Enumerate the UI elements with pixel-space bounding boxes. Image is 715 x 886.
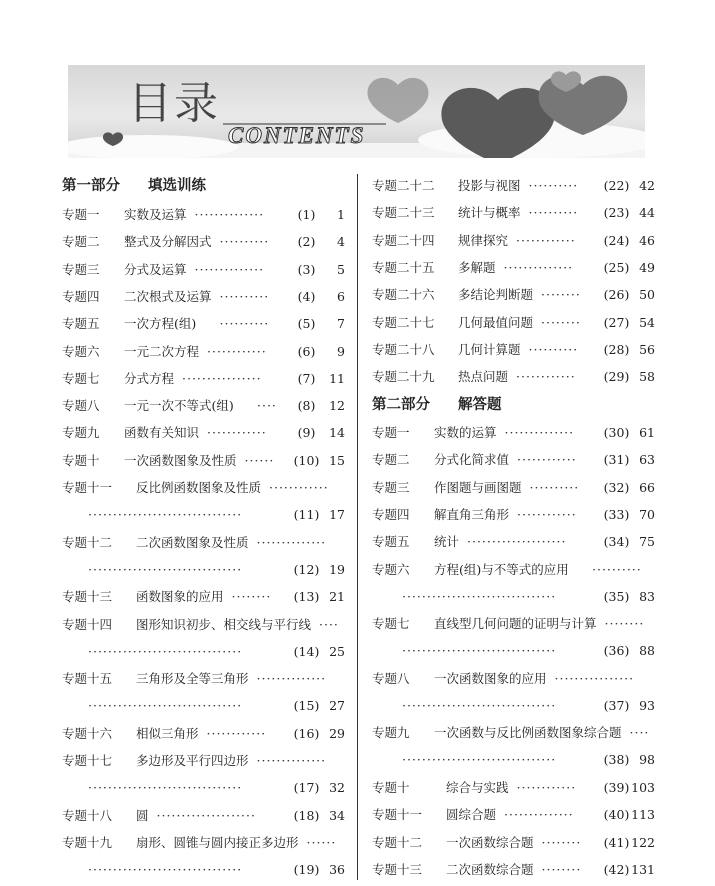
leader-dots: ·········· bbox=[528, 341, 579, 357]
leader-dots: ······························· bbox=[402, 697, 557, 713]
leader-dots: ············ bbox=[207, 343, 267, 359]
topic-title: 三角形及全等三角形 bbox=[136, 671, 249, 687]
topic-number: 专题一 bbox=[62, 207, 100, 222]
leader-dots: ······························· bbox=[402, 588, 557, 604]
leader-dots: ············ bbox=[207, 425, 267, 441]
toc-entry[interactable] bbox=[62, 451, 345, 471]
toc-entry[interactable] bbox=[372, 833, 655, 853]
topic-title: 图形知识初步、相交线与平行线 bbox=[136, 616, 312, 632]
page-number: 50 bbox=[639, 287, 655, 303]
topic-number: 专题十三 bbox=[62, 589, 113, 605]
page-number: 70 bbox=[639, 506, 655, 522]
topic-title: 统计与概率 bbox=[458, 205, 521, 221]
toc-entry-continuation[interactable] bbox=[62, 860, 345, 880]
topic-number: 专题十 bbox=[372, 779, 410, 795]
topic-title: 实数及运算 bbox=[124, 207, 187, 222]
topic-title: 规律探究 bbox=[458, 232, 509, 248]
page-number: 98 bbox=[639, 752, 655, 768]
leader-dots: ·············· bbox=[504, 425, 575, 440]
leader-dots: ···· bbox=[629, 725, 650, 741]
toc-entry[interactable] bbox=[372, 614, 655, 634]
leader-dots: ········ bbox=[541, 861, 582, 877]
topic-index: (38) bbox=[603, 752, 630, 768]
topic-number: 专题十四 bbox=[62, 616, 113, 632]
toc-entry[interactable] bbox=[372, 423, 655, 443]
contents-title-en: CONTENTS bbox=[228, 123, 366, 148]
topic-title: 综合与实践 bbox=[446, 779, 509, 795]
toc-entry-continuation[interactable] bbox=[372, 696, 655, 716]
topic-number: 专题二十九 bbox=[372, 369, 435, 385]
topic-number: 专题二 bbox=[62, 234, 100, 250]
leader-dots: ········ bbox=[541, 314, 581, 330]
leader-dots: ···················· bbox=[156, 807, 256, 823]
page-number: 83 bbox=[639, 588, 655, 604]
topic-title: 扇形、圆锥与圆内接正多边形 bbox=[136, 834, 299, 850]
topic-number: 专题二十五 bbox=[372, 259, 435, 275]
leader-dots: ······························· bbox=[402, 643, 557, 659]
topic-number: 专题十五 bbox=[62, 671, 113, 687]
leader-dots: ············ bbox=[517, 506, 577, 522]
page-number: 36 bbox=[329, 861, 345, 877]
leader-dots: ···· bbox=[257, 398, 277, 414]
toc-entry[interactable] bbox=[62, 205, 345, 225]
leader-dots: ········ bbox=[231, 589, 272, 605]
topic-number: 专题二十六 bbox=[372, 287, 435, 303]
toc-entry[interactable] bbox=[372, 176, 655, 196]
topic-number: 专题十二 bbox=[62, 534, 113, 550]
page-number: 9 bbox=[337, 343, 345, 359]
topic-number: 专题十八 bbox=[62, 807, 113, 823]
leader-dots: ·············· bbox=[256, 753, 327, 768]
page-number: 29 bbox=[329, 725, 345, 741]
topic-title: 相似三角形 bbox=[136, 725, 199, 741]
topic-index: (13) bbox=[293, 589, 320, 605]
topic-index: (37) bbox=[603, 697, 630, 713]
topic-number: 专题六 bbox=[62, 343, 100, 359]
topic-number: 专题九 bbox=[372, 725, 410, 741]
topic-number: 专题一 bbox=[372, 425, 410, 440]
topic-index: (39) bbox=[603, 779, 630, 795]
leader-dots: ·············· bbox=[503, 259, 574, 275]
toc-entry[interactable] bbox=[62, 615, 345, 635]
heart-icon bbox=[368, 78, 429, 123]
toc-entry[interactable] bbox=[62, 833, 345, 853]
topic-index: (33) bbox=[603, 506, 630, 522]
topic-title: 一次函数综合题 bbox=[446, 834, 534, 850]
toc-entry[interactable] bbox=[62, 369, 345, 389]
toc-entry-continuation[interactable] bbox=[62, 560, 345, 580]
toc-entry-continuation[interactable] bbox=[62, 642, 345, 662]
leader-dots: ········ bbox=[604, 616, 645, 632]
page-number: 131 bbox=[631, 861, 655, 877]
page-number: 17 bbox=[329, 507, 345, 522]
part2-heading bbox=[372, 395, 655, 415]
page-number: 6 bbox=[337, 288, 345, 304]
page-number: 12 bbox=[329, 398, 345, 414]
toc-entry[interactable] bbox=[372, 285, 655, 305]
page-number: 88 bbox=[639, 643, 655, 659]
topic-number: 专题十七 bbox=[62, 753, 113, 768]
topic-index: (40) bbox=[603, 807, 630, 823]
topic-number: 专题十三 bbox=[372, 861, 423, 877]
topic-number: 专题八 bbox=[62, 398, 100, 414]
leader-dots: ················ bbox=[554, 670, 635, 686]
topic-number: 专题八 bbox=[372, 670, 410, 686]
topic-number: 专题六 bbox=[372, 561, 410, 577]
topic-index: (29) bbox=[603, 369, 630, 385]
leader-dots: ·········· bbox=[529, 479, 580, 495]
toc-entry[interactable] bbox=[62, 232, 345, 252]
topic-number: 专题三 bbox=[372, 479, 410, 495]
topic-index: (16) bbox=[293, 725, 320, 741]
toc-entry[interactable] bbox=[62, 587, 345, 607]
topic-number: 专题五 bbox=[62, 316, 100, 332]
page-number: 15 bbox=[329, 452, 345, 468]
toc-entry[interactable] bbox=[372, 560, 655, 580]
topic-title: 统计 bbox=[434, 534, 460, 550]
contents-banner bbox=[68, 65, 645, 158]
column-divider bbox=[357, 174, 358, 880]
toc-entry[interactable] bbox=[62, 260, 345, 280]
topic-title: 一元一次不等式(组) bbox=[124, 398, 234, 414]
leader-dots: ···· bbox=[319, 616, 339, 632]
topic-title: 二次函数图象及性质 bbox=[136, 534, 249, 550]
toc-entry[interactable] bbox=[62, 342, 345, 362]
topic-title: 多解题 bbox=[458, 259, 496, 275]
toc-entry[interactable] bbox=[372, 313, 655, 333]
page-number: 63 bbox=[639, 452, 655, 468]
topic-index: (15) bbox=[293, 698, 320, 714]
leader-dots: ······························· bbox=[88, 507, 243, 522]
toc-entry[interactable] bbox=[372, 258, 655, 278]
toc-entry[interactable] bbox=[62, 478, 345, 498]
toc-entry[interactable] bbox=[372, 723, 655, 743]
topic-index: (26) bbox=[603, 287, 630, 303]
toc-entry[interactable] bbox=[372, 505, 655, 525]
leader-dots: ············ bbox=[269, 480, 329, 495]
topic-index: (12) bbox=[293, 561, 320, 577]
page-number: 103 bbox=[631, 779, 655, 795]
part-label: 第一部分 bbox=[62, 178, 120, 194]
page-number: 56 bbox=[639, 341, 655, 357]
toc-entry[interactable] bbox=[62, 287, 345, 307]
topic-number: 专题四 bbox=[62, 288, 100, 304]
toc-entry[interactable] bbox=[372, 367, 655, 387]
topic-title: 一次函数图象及性质 bbox=[124, 452, 237, 468]
leader-dots: ············ bbox=[517, 452, 577, 468]
leader-dots: ·········· bbox=[219, 316, 270, 332]
topic-index: (19) bbox=[293, 861, 320, 877]
toc-entry-continuation[interactable] bbox=[372, 750, 655, 770]
part-title: 填选训练 bbox=[148, 178, 206, 194]
toc-entry[interactable] bbox=[62, 806, 345, 826]
leader-dots: ······························· bbox=[402, 752, 557, 768]
topic-title: 分式方程 bbox=[124, 370, 175, 386]
leader-dots: ············ bbox=[516, 232, 576, 248]
leader-dots: ······························· bbox=[88, 698, 243, 714]
topic-title: 函数图象的应用 bbox=[136, 589, 224, 605]
topic-index: (5) bbox=[297, 316, 316, 332]
page-number: 14 bbox=[329, 425, 345, 441]
leader-dots: ······························· bbox=[88, 861, 243, 877]
leader-dots: ·············· bbox=[504, 807, 574, 823]
toc-entry[interactable] bbox=[372, 450, 655, 470]
topic-index: (4) bbox=[297, 288, 316, 304]
topic-index: (9) bbox=[297, 425, 316, 441]
part-title: 解答题 bbox=[458, 397, 502, 413]
topic-number: 专题九 bbox=[62, 425, 100, 441]
topic-number: 专题十九 bbox=[62, 834, 113, 850]
page-number: 58 bbox=[639, 369, 655, 385]
topic-title: 热点问题 bbox=[458, 369, 509, 385]
toc-entry-continuation[interactable] bbox=[62, 778, 345, 798]
toc-entry[interactable] bbox=[372, 203, 655, 223]
leader-dots: ········ bbox=[541, 834, 582, 850]
leader-dots: ···················· bbox=[467, 534, 567, 550]
topic-title: 整式及分解因式 bbox=[124, 234, 212, 250]
leader-dots: ·············· bbox=[194, 261, 265, 277]
topic-title: 分式及运算 bbox=[124, 261, 187, 277]
topic-title: 圆综合题 bbox=[446, 807, 497, 823]
toc-entry-continuation[interactable] bbox=[372, 641, 655, 661]
page-number: 34 bbox=[329, 807, 345, 823]
page-number: 21 bbox=[329, 589, 345, 605]
page-number: 75 bbox=[639, 534, 655, 550]
leader-dots: ······ bbox=[306, 834, 337, 850]
leader-dots: ············ bbox=[516, 779, 577, 795]
topic-title: 一次函数图象的应用 bbox=[434, 670, 547, 686]
page-number: 66 bbox=[639, 479, 655, 495]
topic-index: (1) bbox=[297, 207, 316, 222]
page-number: 42 bbox=[639, 178, 655, 193]
topic-index: (22) bbox=[603, 178, 630, 193]
topic-index: (42) bbox=[603, 861, 630, 877]
topic-number: 专题七 bbox=[372, 616, 410, 632]
topic-index: (2) bbox=[297, 234, 316, 250]
topic-index: (36) bbox=[603, 643, 630, 659]
topic-index: (41) bbox=[603, 834, 630, 850]
page-number: 32 bbox=[329, 780, 345, 795]
topic-index: (34) bbox=[603, 534, 630, 550]
toc-entry[interactable] bbox=[372, 805, 655, 825]
topic-number: 专题十六 bbox=[62, 725, 113, 741]
toc-entry[interactable] bbox=[372, 478, 655, 498]
toc-entry[interactable] bbox=[372, 231, 655, 251]
leader-dots: ······ bbox=[244, 452, 275, 468]
leader-dots: ·············· bbox=[194, 207, 265, 222]
toc-entry[interactable] bbox=[62, 724, 345, 744]
topic-title: 反比例函数图象及性质 bbox=[136, 480, 262, 495]
topic-index: (24) bbox=[603, 232, 630, 248]
topic-index: (14) bbox=[293, 643, 320, 659]
leader-dots: ············ bbox=[206, 725, 267, 741]
topic-title: 方程(组)与不等式的应用 bbox=[434, 561, 569, 577]
page-number: 93 bbox=[639, 697, 655, 713]
topic-title: 二次根式及运算 bbox=[124, 288, 212, 304]
leader-dots: ·········· bbox=[592, 561, 642, 577]
page-number: 5 bbox=[337, 261, 345, 277]
toc-entry[interactable] bbox=[372, 778, 655, 798]
leader-dots: ·········· bbox=[219, 288, 270, 304]
page-number: 25 bbox=[329, 643, 345, 659]
topic-index: (7) bbox=[297, 370, 316, 386]
topic-index: (35) bbox=[603, 588, 630, 604]
page-number: 49 bbox=[639, 259, 655, 275]
topic-index: (31) bbox=[603, 452, 630, 468]
page-number: 27 bbox=[329, 698, 345, 714]
page-number: 61 bbox=[639, 425, 655, 440]
toc-entry-continuation[interactable] bbox=[62, 505, 345, 525]
leader-dots: ······························· bbox=[88, 561, 243, 577]
page-number: 54 bbox=[639, 314, 655, 330]
toc-entry[interactable] bbox=[62, 396, 345, 416]
topic-number: 专题二十二 bbox=[372, 178, 435, 193]
contents-title-cn: 目录 bbox=[128, 78, 220, 129]
toc-entry[interactable] bbox=[372, 860, 655, 880]
topic-index: (32) bbox=[603, 479, 630, 495]
leader-dots: ·········· bbox=[528, 205, 579, 221]
page-number: 113 bbox=[631, 807, 655, 823]
topic-index: (23) bbox=[603, 205, 630, 221]
topic-title: 直线型几何问题的证明与计算 bbox=[434, 616, 597, 632]
topic-title: 分式化简求值 bbox=[434, 452, 510, 468]
leader-dots: ············ bbox=[516, 369, 576, 385]
topic-title: 实数的运算 bbox=[434, 425, 497, 440]
topic-index: (28) bbox=[603, 341, 630, 357]
topic-index: (18) bbox=[293, 807, 320, 823]
leader-dots: ········ bbox=[541, 287, 581, 303]
topic-index: (30) bbox=[603, 425, 630, 440]
topic-index: (11) bbox=[293, 507, 320, 522]
topic-number: 专题十一 bbox=[372, 807, 423, 823]
topic-number: 专题二十八 bbox=[372, 341, 435, 357]
topic-number: 专题五 bbox=[372, 534, 410, 550]
topic-number: 专题十一 bbox=[62, 480, 113, 495]
topic-index: (3) bbox=[297, 261, 316, 277]
topic-number: 专题二十三 bbox=[372, 205, 435, 221]
topic-title: 二次函数综合题 bbox=[446, 861, 534, 877]
topic-index: (27) bbox=[603, 314, 630, 330]
topic-title: 几何最值问题 bbox=[458, 314, 534, 330]
toc-entry[interactable] bbox=[62, 314, 345, 334]
toc-entry-continuation[interactable] bbox=[372, 587, 655, 607]
page-number: 7 bbox=[337, 316, 345, 332]
leader-dots: ·············· bbox=[256, 534, 327, 550]
topic-number: 专题十二 bbox=[372, 834, 423, 850]
toc-entry[interactable] bbox=[62, 533, 345, 553]
leader-dots: ·········· bbox=[219, 234, 270, 250]
topic-number: 专题二十七 bbox=[372, 314, 435, 330]
topic-number: 专题四 bbox=[372, 506, 410, 522]
toc-entry[interactable] bbox=[372, 340, 655, 360]
topic-title: 多结论判断题 bbox=[458, 287, 534, 303]
topic-title: 解直角三角形 bbox=[434, 506, 510, 522]
topic-index: (10) bbox=[293, 452, 320, 468]
page-number: 19 bbox=[329, 561, 345, 577]
topic-number: 专题十 bbox=[62, 452, 100, 468]
toc-entry[interactable] bbox=[62, 669, 345, 689]
toc-entry[interactable] bbox=[62, 423, 345, 443]
page-number: 44 bbox=[639, 205, 655, 221]
leader-dots: ······························· bbox=[88, 780, 243, 795]
page-number: 4 bbox=[337, 234, 345, 250]
topic-index: (8) bbox=[297, 398, 316, 414]
topic-number: 专题三 bbox=[62, 261, 100, 277]
topic-index: (17) bbox=[293, 780, 320, 795]
leader-dots: ················ bbox=[182, 370, 262, 386]
topic-index: (6) bbox=[297, 343, 316, 359]
toc-entry[interactable] bbox=[372, 669, 655, 689]
topic-title: 几何计算题 bbox=[458, 341, 521, 357]
leader-dots: ······························· bbox=[88, 643, 243, 659]
topic-title: 多边形及平行四边形 bbox=[136, 753, 249, 768]
part-label: 第二部分 bbox=[372, 397, 430, 413]
topic-number: 专题二十四 bbox=[372, 232, 435, 248]
topic-number: 专题七 bbox=[62, 370, 100, 386]
toc-entry-continuation[interactable] bbox=[62, 696, 345, 716]
topic-index: (25) bbox=[603, 259, 630, 275]
page-number: 122 bbox=[631, 834, 655, 850]
topic-title: 一次函数与反比例函数图象综合题 bbox=[434, 725, 622, 741]
page-number: 11 bbox=[329, 370, 345, 386]
topic-title: 圆 bbox=[136, 807, 149, 823]
page-number: 46 bbox=[639, 232, 655, 248]
leader-dots: ·············· bbox=[256, 671, 327, 687]
leader-dots: ·········· bbox=[528, 178, 579, 193]
toc-entry[interactable] bbox=[372, 532, 655, 552]
topic-number: 专题二 bbox=[372, 452, 410, 468]
topic-title: 一元二次方程 bbox=[124, 343, 200, 359]
topic-title: 一次方程(组) bbox=[124, 316, 197, 332]
topic-title: 投影与视图 bbox=[458, 178, 521, 193]
page-number: 1 bbox=[337, 207, 345, 222]
topic-title: 作图题与画图题 bbox=[434, 479, 522, 495]
toc-entry[interactable] bbox=[62, 751, 345, 771]
topic-title: 函数有关知识 bbox=[124, 425, 200, 441]
part1-heading bbox=[62, 176, 345, 196]
